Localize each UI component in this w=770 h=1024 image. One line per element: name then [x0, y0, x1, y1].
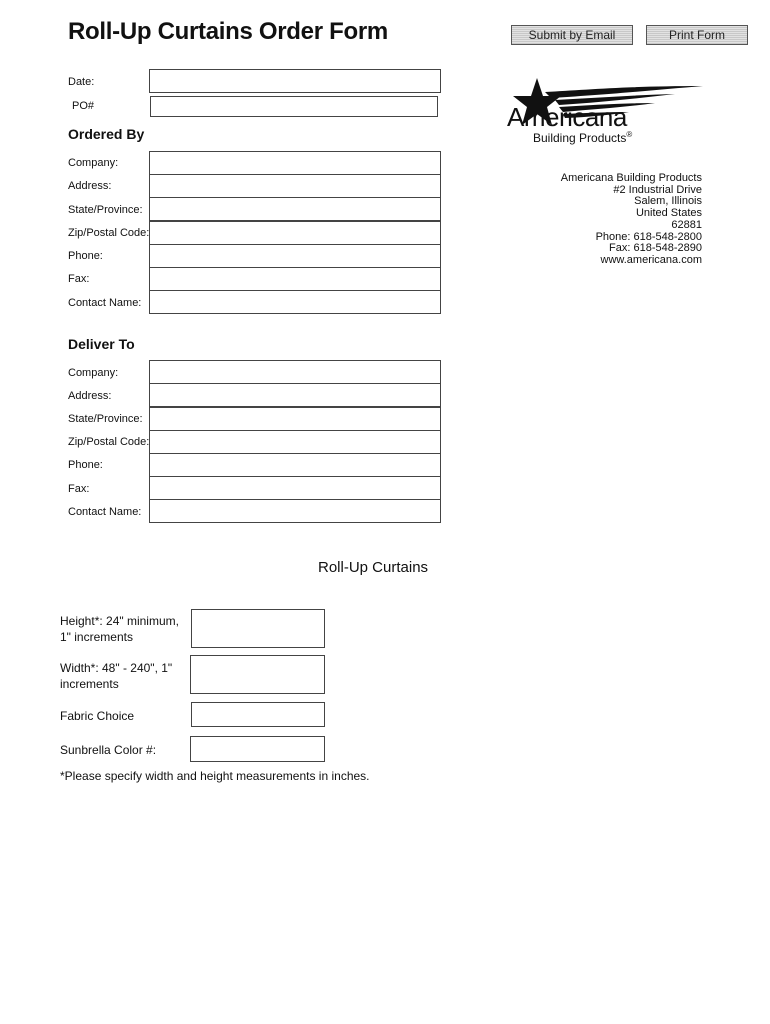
company-phone: Phone: 618-548-2800	[595, 230, 702, 243]
measurement-note: *Please specify width and height measurements in inches.	[60, 769, 370, 783]
company-website: www.americana.com	[600, 253, 702, 266]
deliver-to-company-field[interactable]	[149, 360, 441, 384]
date-field[interactable]	[149, 69, 441, 93]
ordered-by-fax-field[interactable]	[149, 267, 441, 291]
deliver-to-fax-field[interactable]	[149, 476, 441, 500]
deliver-to-state-label: State/Province:	[68, 413, 143, 425]
ordered-by-zip-label: Zip/Postal Code:	[68, 227, 150, 239]
logo-sub-text	[533, 130, 632, 145]
po-field[interactable]	[150, 96, 438, 117]
company-country: United States	[635, 207, 702, 220]
americana-logo	[505, 76, 707, 148]
ordered-by-contact-label: Contact Name:	[68, 297, 142, 309]
fabric-choice-field[interactable]	[191, 702, 325, 727]
po-label: PO#	[72, 100, 95, 112]
deliver-to-phone-field[interactable]	[149, 453, 441, 477]
print-form-button[interactable]: Print Form	[646, 25, 748, 45]
sunbrella-color-label: Sunbrella Color #:	[60, 743, 157, 757]
deliver-to-address-field[interactable]	[149, 383, 441, 407]
deliver-to-zip-field[interactable]	[149, 430, 441, 454]
ordered-by-address-field[interactable]	[149, 174, 441, 198]
page-title: Roll-Up Curtains Order Form	[68, 18, 388, 45]
deliver-to-contact-field[interactable]	[149, 499, 441, 523]
ordered-by-fax-label: Fax:	[68, 273, 90, 285]
fabric-choice-label: Fabric Choice	[60, 709, 135, 723]
ordered-by-heading: Ordered By	[68, 126, 145, 142]
company-city: Salem, Illinois	[634, 195, 702, 208]
sunbrella-color-field[interactable]	[190, 736, 325, 762]
logo-sub-label: Building Products	[533, 131, 627, 145]
logo-registered-mark: ®	[626, 130, 633, 139]
deliver-to-phone-label: Phone:	[68, 459, 103, 471]
deliver-to-heading: Deliver To	[68, 336, 135, 352]
ordered-by-state-field[interactable]	[149, 197, 441, 221]
ordered-by-phone-label: Phone:	[68, 250, 103, 262]
date-label: Date:	[68, 76, 95, 88]
deliver-to-fax-label: Fax:	[68, 483, 90, 495]
ordered-by-company-field[interactable]	[149, 151, 441, 175]
company-street: #2 Industrial Drive	[613, 183, 702, 196]
height-field[interactable]	[191, 609, 325, 648]
ordered-by-contact-field[interactable]	[149, 290, 441, 314]
deliver-to-zip-label: Zip/Postal Code:	[68, 436, 150, 448]
deliver-to-company-label: Company:	[68, 367, 119, 379]
logo-brand-text: Americana	[507, 102, 627, 132]
company-address-block	[561, 173, 702, 267]
ordered-by-state-label: State/Province:	[68, 204, 143, 216]
deliver-to-address-label: Address:	[68, 390, 112, 402]
curtains-heading: Roll-Up Curtains	[318, 559, 429, 576]
height-label: Height*: 24" minimum, 1" increments	[60, 614, 179, 644]
width-label: Width*: 48" - 240", 1" increments	[60, 661, 173, 691]
width-field[interactable]	[190, 655, 325, 694]
deliver-to-contact-label: Contact Name:	[68, 506, 142, 518]
company-name: Americana Building Products	[560, 172, 702, 184]
ordered-by-company-label: Company:	[68, 157, 119, 169]
ordered-by-phone-field[interactable]	[149, 244, 441, 268]
ordered-by-address-label: Address:	[68, 180, 112, 192]
company-zip: 62881	[671, 218, 702, 231]
ordered-by-zip-field[interactable]	[149, 221, 441, 245]
submit-by-email-button[interactable]: Submit by Email	[511, 25, 633, 45]
company-fax: Fax: 618-548-2890	[609, 242, 702, 255]
deliver-to-state-field[interactable]	[149, 407, 441, 431]
